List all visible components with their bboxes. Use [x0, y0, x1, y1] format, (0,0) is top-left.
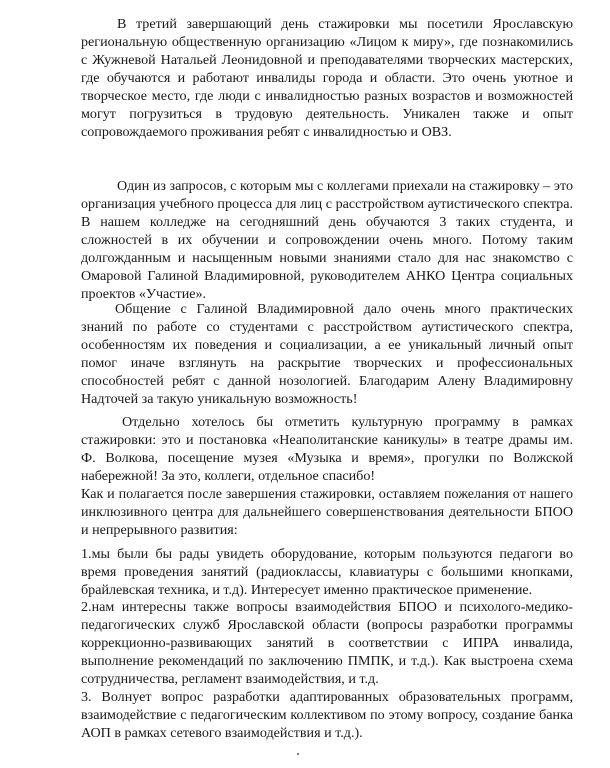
- paragraph-wishes-intro: [81, 485, 573, 539]
- paragraph-text: Один из запросов, с которым мы с коллегами приехали на стажировку – это организация учебного процесса для лиц с расстройством аутистического спектра. В нашем колледже на сегодняшний день обучаются 3 таких студента, и сложностей в их обучении и сопровождении очень много. Потому таким долгожданным и насыщенным новыми знаниями стало для нас знакомство с Омаровой Галиной Владимировной, руководителем АНКО Центра социальных проектов «Участие».: [81, 178, 573, 302]
- list-item-equipment: [81, 545, 573, 599]
- paragraph-text: Как и полагается после завершения стажировки, оставляем пожелания от нашего инклюзивного центра для дальнейшего совершенствования деятельности БПОО и непрерывного развития:: [81, 486, 573, 538]
- paragraph-text: Общение с Галиной Владимировной дало очень много практических знаний по работе со студентами с расстройством аутистического спектра, особенностям их поведения и социализации, а ее уникальный личный опыт помог иначе взглянуть на раскрытие творческих и профессиональных способностей ребят с данной нозологией. Благодарим Алену Владимировну Надточей за такую уникальную возможность!: [81, 301, 573, 407]
- list-item-interaction: [81, 598, 573, 688]
- paragraph-communication-thanks: [81, 300, 573, 408]
- paragraph-cultural-program: [81, 413, 573, 485]
- paragraph-text: В третий завершающий день стажировки мы посетили Ярославскую региональную общественную организацию «Лицом к миру», где познакомились с Жужневой Натальей Леонидовной и преподавателями творческих мастерских, где обучаются и работают инвалиды города и области. Это очень уютное и творческое место, где люди с инвалидностью разных возрастов и возможностей могут погрузиться в трудовую деятельность. Уникален также и опыт сопровождаемого проживания ребят с инвалидностью и ОВЗ.: [81, 16, 573, 140]
- paragraph-text: 3. Волнует вопрос разработки адаптированных образовательных программ, взаимодействие с педагогическим коллективом по этому вопросу, создание банка АОП в рамках сетевого взаимодействия и т.д.).: [81, 689, 573, 741]
- paragraph-autism-request: [81, 177, 573, 303]
- paragraph-text: 1.мы были бы рады увидеть оборудование, которым пользуются педагоги во время проведения занятий (радиоклассы, клавиатуры с большими кнопками, брайлевская техника, и т.д). Интересует именно практическое применение.: [81, 546, 573, 598]
- paragraph-internship-day-three: [81, 15, 573, 141]
- paragraph-text: 2.нам интересны также вопросы взаимодействия БПОО и психолого-медико-педагогических служб Ярославской области (вопросы разработки программы коррекционно-развивающих занятий в соответствии с ИПРА инвалида, выполнение рекомендаций по заключению ПМПК, и т.д.). Как выстроена схема сотрудничества, регламент взаимодействия, и т.д.: [81, 599, 573, 687]
- scan-speck: [297, 753, 299, 755]
- list-item-adapted-programs: [81, 688, 573, 742]
- paragraph-text: Отдельно хотелось бы отметить культурную программу в рамках стажировки: это и постановка «Неаполитанские каникулы» в театре драмы им. Ф. Волкова, посещение музея «Музыка и время», прогулки по Волжской набережной! За это, коллеги, отдельное спасибо!: [81, 414, 573, 484]
